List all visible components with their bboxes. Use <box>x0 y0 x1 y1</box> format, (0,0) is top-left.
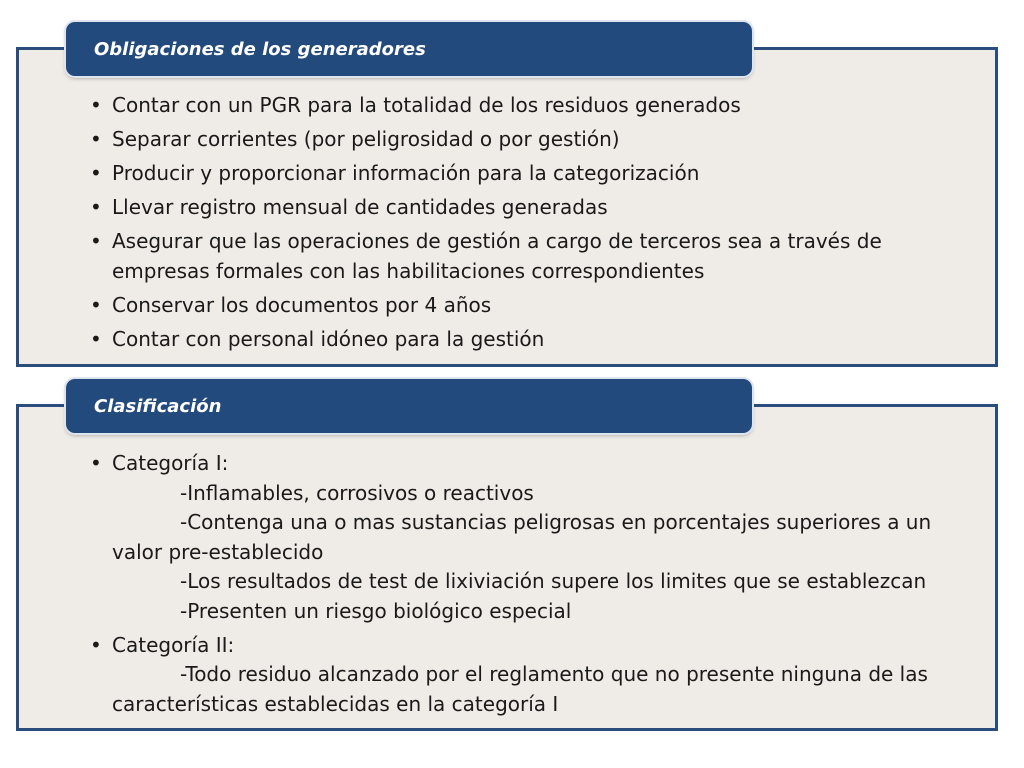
list-item <box>90 291 950 321</box>
category-criterion: -Contenga una o mas sustancias peligrosas en porcentajes superiores a un valor pre-establecido <box>112 510 932 564</box>
list-item <box>90 159 950 189</box>
category-item <box>90 631 950 720</box>
category-label: Categoría II: <box>112 632 235 657</box>
bullet: • <box>90 161 102 185</box>
list-item-text: Contar con un PGR para la totalidad de los residuos generados <box>112 93 741 117</box>
category-criterion: -Presenten un riesgo biológico especial <box>180 598 572 623</box>
category-criterion: -Inflamables, corrosivos o reactivos <box>180 480 534 505</box>
obligaciones-title: Obligaciones de los generadores <box>94 38 426 60</box>
list-item-text: Conservar los documentos por 4 años <box>112 292 492 317</box>
bullet: • <box>90 229 102 253</box>
bullet: • <box>90 326 102 351</box>
list-item-text: Llevar registro mensual de cantidades generadas <box>112 195 608 219</box>
list-item <box>90 125 950 155</box>
category-item <box>90 449 950 626</box>
category-criterion: -Los resultados de test de lixiviación supere los limites que se establezcan <box>180 569 927 593</box>
bullet: • <box>90 451 102 475</box>
list-item-text: Producir y proporcionar información para la categorización <box>112 161 700 185</box>
list-item <box>90 91 950 121</box>
obligaciones-header <box>66 22 752 76</box>
list-item-text: Asegurar que las operaciones de gestión a cargo de terceros sea a través de empresas formales con las habilitaciones correspondientes <box>112 229 882 283</box>
list-item <box>90 193 950 223</box>
clasificacion-header <box>66 379 752 433</box>
clasificacion-title: Clasificación <box>94 395 222 417</box>
list-item <box>90 227 950 286</box>
bullet: • <box>90 195 102 219</box>
bullet: • <box>90 93 102 117</box>
clasificacion-list <box>90 449 950 724</box>
bullet: • <box>90 632 102 657</box>
obligaciones-list <box>90 91 950 359</box>
category-criterion: -Todo residuo alcanzado por el reglamento que no presente ninguna de las características establecidas en la categoría I <box>112 662 928 716</box>
list-item-text: Contar con personal idóneo para la gestión <box>112 326 545 351</box>
list-item <box>90 325 950 355</box>
bullet: • <box>90 292 102 317</box>
category-label: Categoría I: <box>112 451 229 475</box>
list-item-text: Separar corrientes (por peligrosidad o por gestión) <box>112 127 620 151</box>
bullet: • <box>90 127 102 151</box>
